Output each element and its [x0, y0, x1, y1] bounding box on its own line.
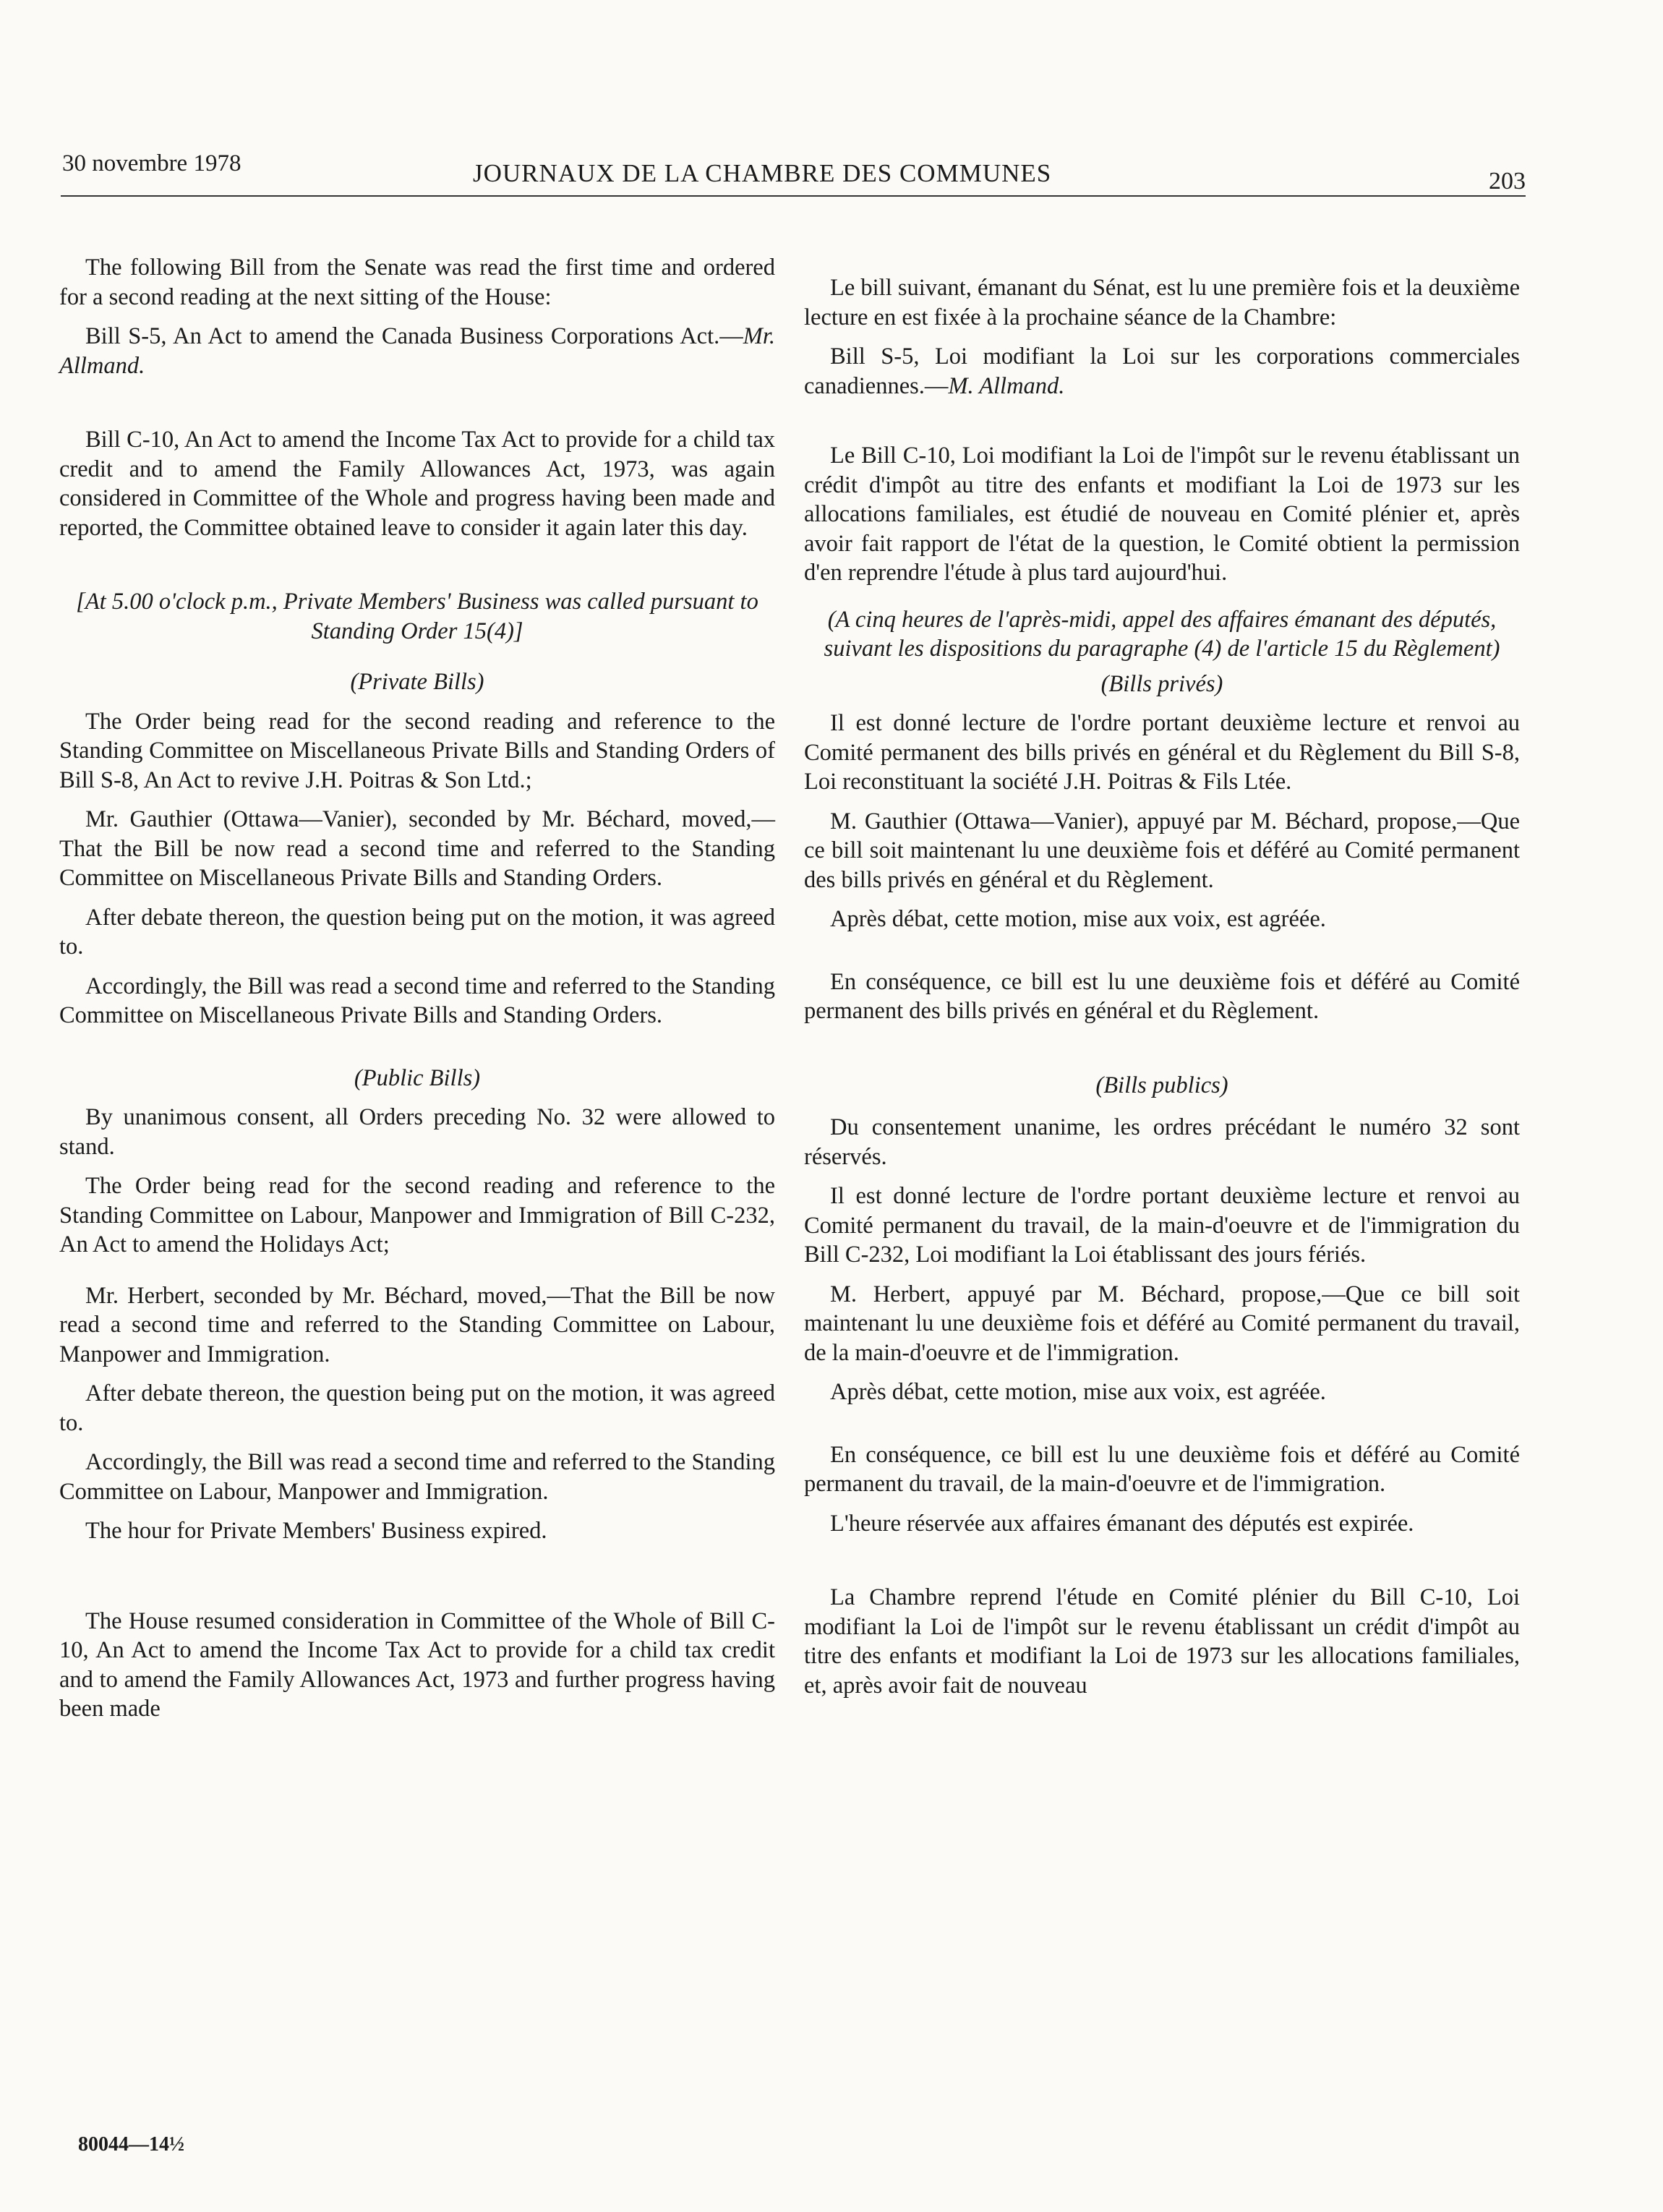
french-column	[804, 253, 1520, 1700]
en-gauthier-motion: Mr. Gauthier (Ottawa—Vanier), seconded by Mr. Béchard, moved,—That the Bill be now read a second time and referred to the Standing Committee on Miscellaneous Private Bills and Standing Orders.	[59, 806, 775, 891]
en-unanimous-consent: By unanimous consent, all Orders preceding No. 32 were allowed to stand.	[59, 1104, 775, 1160]
fr-bill-s5-mover: M. Allmand.	[948, 372, 1065, 399]
fr-accordingly-1: En conséquence, ce bill est lu une deuxième fois et déféré au Comité permanent des bills privés en général et du Règlement.	[804, 968, 1520, 1024]
fr-accordingly-2: En conséquence, ce bill est lu une deuxième fois et déféré au Comité permanent du travail, de la main-d'oeuvre et de l'immigration.	[804, 1441, 1520, 1497]
page-header	[61, 143, 1526, 197]
fr-herbert-motion: M. Herbert, appuyé par M. Béchard, propose,—Que ce bill soit maintenant lu une deuxième fois et déféré au Comité permanent du travail, de la main-d'oeuvre et de l'immigration.	[804, 1281, 1520, 1366]
en-hour-expired: The hour for Private Members' Business expired.	[85, 1518, 547, 1544]
en-house-resumed: The House resumed consideration in Committee of the Whole of Bill C-10, An Act to amend the Income Tax Act to provide for a child tax credit and to amend the Family Allowances Act, 1973 and further progress having been made	[59, 1607, 775, 1722]
en-debate-agreed-1: After debate thereon, the question being put on the motion, it was agreed to.	[59, 904, 775, 960]
fr-private-bills-heading: (Bills privés)	[1100, 670, 1223, 697]
en-herbert-motion: Mr. Herbert, seconded by Mr. Béchard, moved,—That the Bill be now read a second time and referred to the Standing Committee on Labour, Manpower and Immigration.	[59, 1282, 775, 1367]
en-private-bills-heading: (Private Bills)	[350, 669, 484, 695]
en-private-members-note: [At 5.00 o'clock p.m., Private Members' Business was called pursuant to Standing Order 15(4)]	[76, 589, 758, 644]
fr-bill-s5: Bill S-5, Loi modifiant la Loi sur les corporations commerciales canadiennes.—M. Allmand.	[804, 343, 1520, 399]
en-order-c232: The Order being read for the second reading and reference to the Standing Committee on Labour, Manpower and Immigration of Bill C-232, An Act to amend the Holidays Act;	[59, 1173, 775, 1257]
fr-senate-bill-intro: Le bill suivant, émanant du Sénat, est lu une première fois et la deuxième lecture en est fixée à la prochaine séance de la Chambre:	[804, 275, 1520, 330]
en-accordingly-2: Accordingly, the Bill was read a second time and referred to the Standing Committee on Labour, Manpower and Immigration.	[59, 1449, 775, 1505]
fr-gauthier-motion: M. Gauthier (Ottawa—Vanier), appuyé par M. Béchard, propose,—Que ce bill soit maintenant lu une deuxième fois et déféré au Comité permanent des bills privés en général et du Règlement.	[804, 808, 1520, 893]
en-bill-s5: Bill S-5, An Act to amend the Canada Business Corporations Act.—Mr. Allmand.	[59, 323, 775, 379]
en-public-bills-heading: (Public Bills)	[354, 1064, 481, 1091]
fr-order-c232: Il est donné lecture de l'ordre portant deuxième lecture et renvoi au Comité permanent du travail, de la main-d'oeuvre et de l'immigration du Bill C-232, Loi modifiant la Loi établissant des jours fériés.	[804, 1183, 1520, 1268]
en-bill-s5-mover: Mr. Allmand.	[59, 323, 775, 379]
journal-title: JOURNAUX DE LA CHAMBRE DES COMMUNES	[473, 159, 1052, 187]
fr-debate-agreed-2: Après débat, cette motion, mise aux voix, est agréée.	[830, 1379, 1326, 1405]
english-column	[59, 253, 775, 1724]
header-date: 30 novembre 1978	[62, 150, 241, 176]
fr-private-members-note: (A cinq heures de l'après-midi, appel des affaires émanant des députés, suivant les dispositions du paragraphe (4) de l'article 15 du Règlement)	[824, 606, 1500, 662]
en-order-s8: The Order being read for the second reading and reference to the Standing Committee on Miscellaneous Private Bills and Standing Orders of Bill S-8, An Act to revive J.H. Poitras & Son Ltd.;	[59, 708, 775, 793]
fr-debate-agreed-1: Après débat, cette motion, mise aux voix, est agréée.	[830, 906, 1326, 932]
page-number: 203	[1489, 168, 1526, 195]
en-bill-c10: Bill C-10, An Act to amend the Income Tax Act to provide for a child tax credit and to amend the Family Allowances Act, 1973, was again considered in Committee of the Whole and progress having been made and reported, the Committee obtained leave to consider it again later this day.	[59, 427, 775, 541]
fr-house-resumed: La Chambre reprend l'étude en Comité plénier du Bill C-10, Loi modifiant la Loi de l'impôt sur le revenu établissant un crédit d'impôt au titre des enfants et modifiant la Loi de 1973 sur les allocations familiales, et, après avoir fait de nouveau	[804, 1584, 1520, 1699]
fr-bill-c10: Le Bill C-10, Loi modifiant la Loi de l'impôt sur le revenu établissant un crédit d'impôt au titre des enfants et modifiant la Loi de 1973 sur les allocations familiales, est étudié de nouveau en Comité plénier et, après avoir fait rapport de l'état de la question, le Comité obtient la permission d'en reprendre l'étude à plus tard aujourd'hui.	[804, 443, 1520, 586]
en-debate-agreed-2: After debate thereon, the question being put on the motion, it was agreed to.	[59, 1380, 775, 1436]
print-code: 80044—14½	[78, 2133, 184, 2156]
fr-hour-expired: L'heure réservée aux affaires émanant des députés est expirée.	[830, 1510, 1414, 1537]
en-accordingly-1: Accordingly, the Bill was read a second time and referred to the Standing Committee on Miscellaneous Private Bills and Standing Orders.	[59, 973, 775, 1028]
fr-order-s8: Il est donné lecture de l'ordre portant deuxième lecture et renvoi au Comité permanent des bills privés en général et du Règlement du Bill S-8, Loi reconstituant la société J.H. Poitras & Fils Ltée.	[804, 710, 1520, 795]
fr-unanimous-consent: Du consentement unanime, les ordres précédant le numéro 32 sont réservés.	[804, 1114, 1520, 1170]
en-senate-bill-intro: The following Bill from the Senate was read the first time and ordered for a second reading at the next sitting of the House:	[59, 255, 775, 310]
fr-public-bills-heading: (Bills publics)	[1095, 1072, 1228, 1098]
